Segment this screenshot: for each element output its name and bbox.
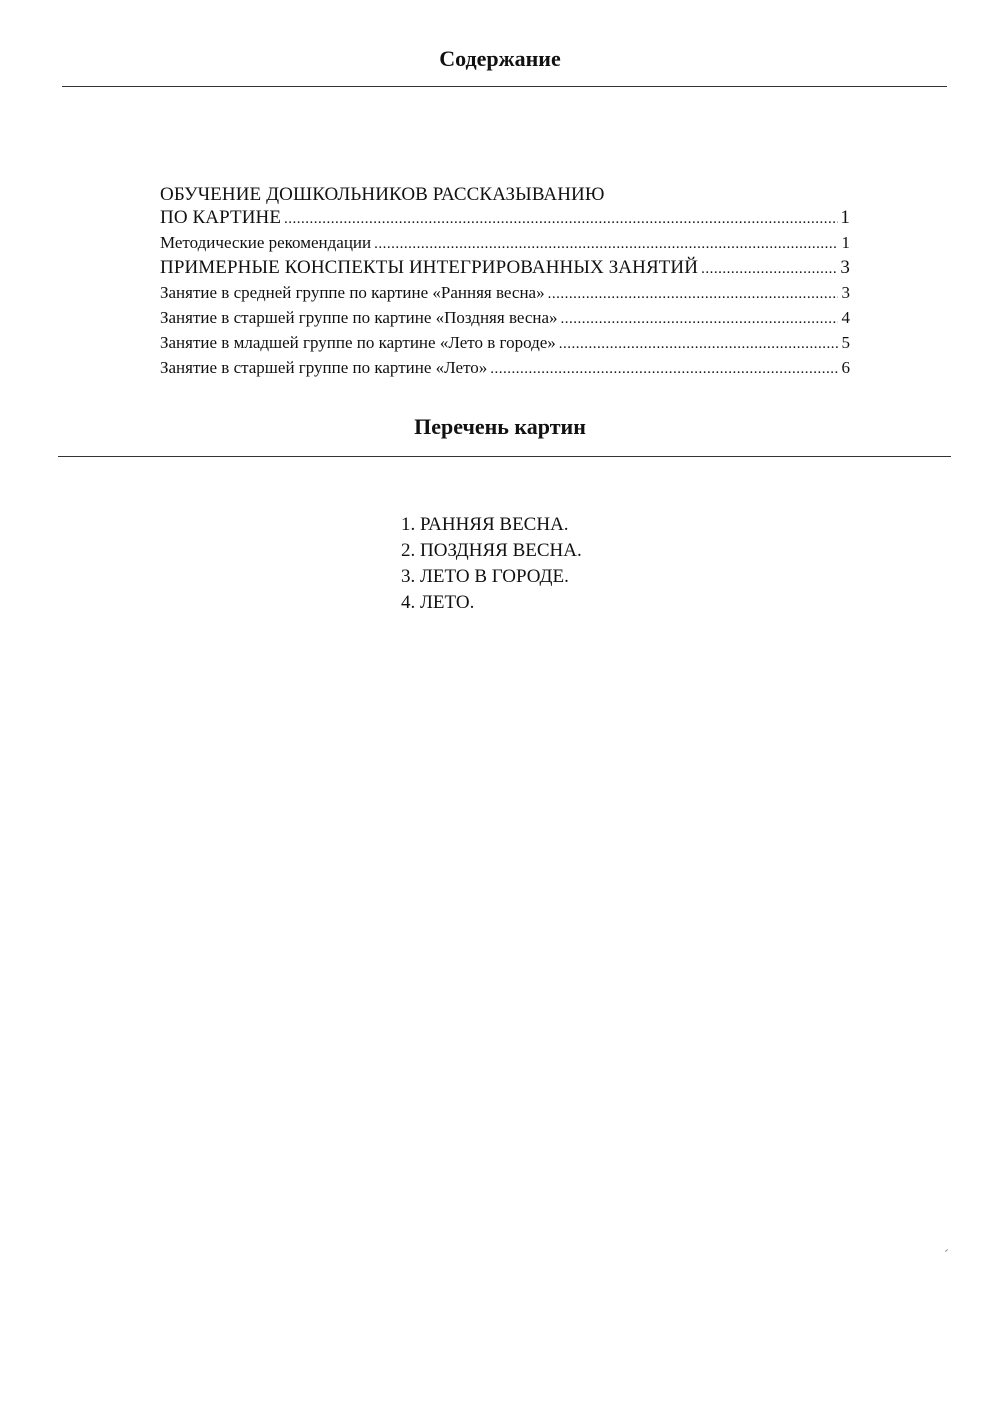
- toc-entry: [160, 306, 850, 331]
- toc-leader-dots: [559, 333, 838, 356]
- toc-entry-title: ПРИМЕРНЫЕ КОНСПЕКТЫ ИНТЕГРИРОВАННЫХ ЗАНЯТИЙ: [160, 257, 699, 278]
- toc-entry-title: Занятие в старшей группе по картине «Поздняя весна»: [160, 308, 558, 327]
- contents-divider: [62, 86, 947, 87]
- scan-speck: [945, 1249, 948, 1252]
- toc-leader-dots: [561, 308, 838, 331]
- toc-entry: [160, 256, 850, 281]
- toc-leader-dots: [374, 233, 838, 256]
- toc-entry: [160, 281, 850, 306]
- toc-entry-title: Занятие в средней группе по картине «Ранняя весна»: [160, 283, 545, 302]
- pictures-heading: Перечень картин: [414, 414, 586, 439]
- picture-item: 4. ЛЕТО.: [401, 592, 475, 613]
- toc-leader-dots: [548, 283, 838, 306]
- toc-page-number: 3: [840, 257, 850, 278]
- toc-entry: [160, 356, 850, 381]
- toc-entry: [160, 206, 850, 231]
- toc-page-number: 6: [841, 358, 850, 377]
- toc-entry: [160, 331, 850, 356]
- pictures-divider: [58, 456, 951, 457]
- toc-page-number: 5: [841, 333, 850, 352]
- toc-entry-title: ПО КАРТИНЕ: [160, 207, 282, 228]
- picture-item: 2. ПОЗДНЯЯ ВЕСНА.: [401, 540, 582, 561]
- toc-leader-dots: [701, 258, 838, 281]
- contents-heading: Содержание: [439, 46, 561, 71]
- picture-item: 3. ЛЕТО В ГОРОДЕ.: [401, 566, 569, 587]
- toc-entry: [160, 231, 850, 256]
- toc-entry-title: Занятие в младшей группе по картине «Лето в городе»: [160, 333, 556, 352]
- toc-leader-dots: [284, 208, 838, 231]
- toc-entry-title: ОБУЧЕНИЕ ДОШКОЛЬНИКОВ РАССКАЗЫВАНИЮ: [160, 184, 605, 205]
- toc-entry-title: Занятие в старшей группе по картине «Лето»: [160, 358, 488, 377]
- toc-entry-title: Методические рекомендации: [160, 233, 372, 252]
- picture-item: 1. РАННЯЯ ВЕСНА.: [401, 514, 569, 535]
- toc-page-number: 4: [841, 308, 850, 327]
- toc-page-number: 1: [841, 233, 850, 252]
- toc-page-number: 1: [840, 207, 850, 228]
- table-of-contents: [160, 183, 850, 381]
- toc-page-number: 3: [841, 283, 850, 302]
- toc-entry-heading-part-1: [160, 183, 850, 206]
- pictures-list: [401, 512, 582, 616]
- toc-leader-dots: [490, 358, 838, 381]
